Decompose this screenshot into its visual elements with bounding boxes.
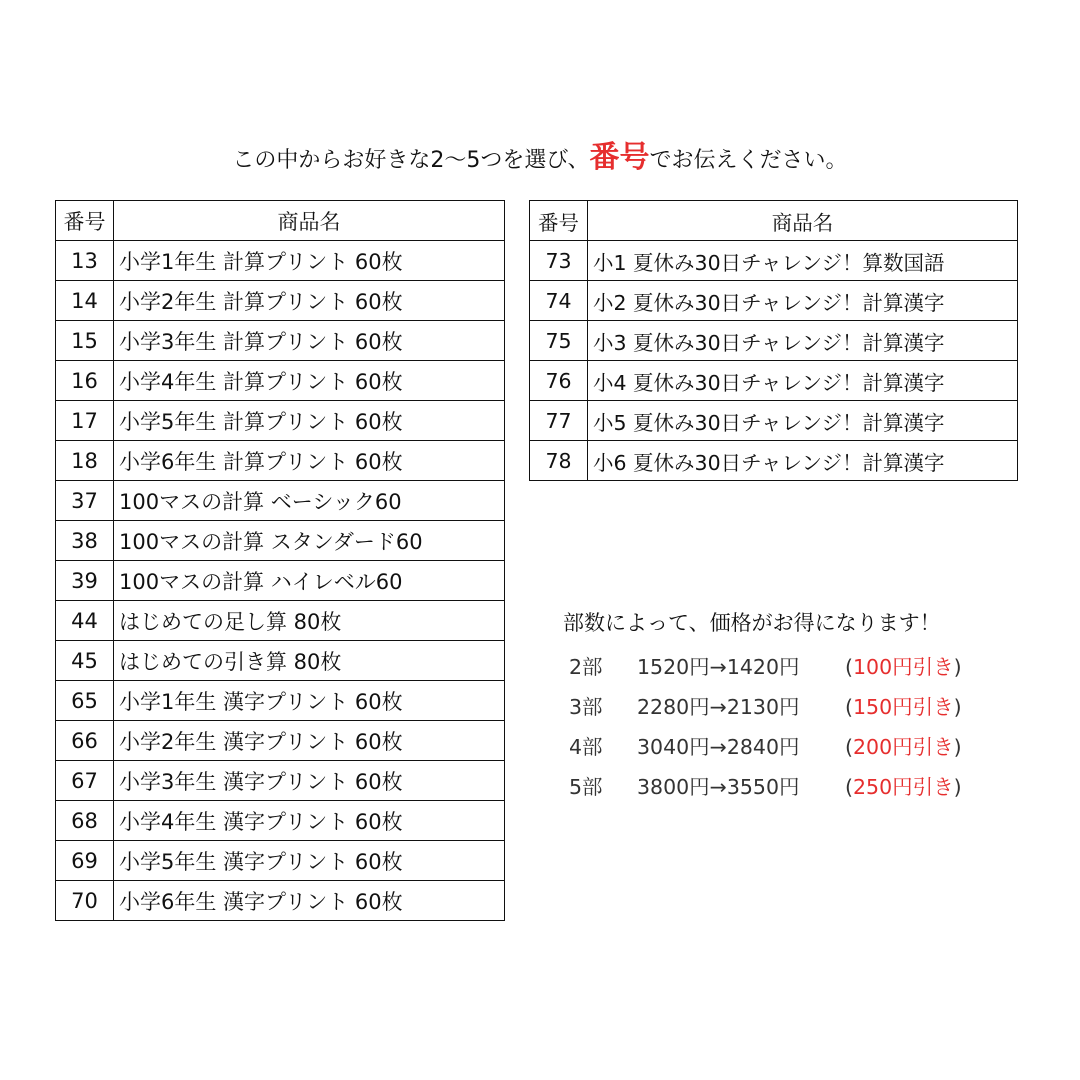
product-number: 44	[56, 601, 114, 641]
product-name: はじめての足し算 80枚	[114, 601, 505, 641]
table-row	[56, 841, 505, 881]
product-name: 小学3年生 計算プリント 60枚	[114, 321, 505, 361]
left-table-body	[56, 241, 505, 921]
column-header-name: 商品名	[114, 201, 505, 241]
product-name: 小学4年生 漢字プリント 60枚	[114, 801, 505, 841]
product-name: 小6 夏休み30日チャレンジ！計算漢字	[588, 441, 1018, 481]
product-number: 76	[530, 361, 588, 401]
table-header-row	[530, 201, 1018, 241]
product-number: 38	[56, 521, 114, 561]
product-number: 14	[56, 281, 114, 321]
price-row	[563, 765, 1043, 805]
table-row	[56, 361, 505, 401]
product-number: 73	[530, 241, 588, 281]
product-name: 小1 夏休み30日チャレンジ！算数国語	[588, 241, 1018, 281]
price-quantity: 2部	[569, 655, 603, 679]
discount-amount: 150円引き	[853, 695, 954, 719]
price-discount: (100円引き)	[845, 655, 962, 679]
product-name: 100マスの計算 ベーシック60	[114, 481, 505, 521]
table-row	[56, 521, 505, 561]
column-header-number: 番号	[530, 201, 588, 241]
price-list	[563, 645, 1043, 805]
product-name: はじめての引き算 80枚	[114, 641, 505, 681]
price-change: 1520円→1420円	[637, 655, 800, 679]
price-discount: (150円引き)	[845, 695, 962, 719]
product-number: 15	[56, 321, 114, 361]
table-row	[530, 441, 1018, 481]
discount-amount: 200円引き	[853, 735, 954, 759]
table-header-row	[56, 201, 505, 241]
price-change: 3800円→3550円	[637, 775, 800, 799]
table-row	[530, 321, 1018, 361]
product-number: 77	[530, 401, 588, 441]
product-name: 小4 夏休み30日チャレンジ！計算漢字	[588, 361, 1018, 401]
table-row	[56, 601, 505, 641]
product-name: 小学4年生 計算プリント 60枚	[114, 361, 505, 401]
product-number: 17	[56, 401, 114, 441]
product-number: 66	[56, 721, 114, 761]
product-number: 75	[530, 321, 588, 361]
table-row	[530, 361, 1018, 401]
price-discount: (200円引き)	[845, 735, 962, 759]
right-product-table	[529, 200, 1018, 481]
product-name: 小学2年生 計算プリント 60枚	[114, 281, 505, 321]
product-number: 37	[56, 481, 114, 521]
product-number: 65	[56, 681, 114, 721]
product-number: 13	[56, 241, 114, 281]
table-row	[56, 561, 505, 601]
product-number: 74	[530, 281, 588, 321]
product-name: 小学6年生 漢字プリント 60枚	[114, 881, 505, 921]
instruction-text-before: この中からお好きな2〜5つを選び、	[232, 148, 590, 173]
product-number: 68	[56, 801, 114, 841]
product-name: 小5 夏休み30日チャレンジ！計算漢字	[588, 401, 1018, 441]
table-row	[56, 641, 505, 681]
table-row	[56, 241, 505, 281]
right-table-body	[530, 241, 1018, 481]
column-header-name: 商品名	[588, 201, 1018, 241]
product-number: 45	[56, 641, 114, 681]
pricing-section	[563, 605, 1043, 805]
table-row	[56, 721, 505, 761]
price-change: 3040円→2840円	[637, 735, 800, 759]
table-row	[530, 241, 1018, 281]
pricing-note: 部数によって、価格がお得になります！	[563, 611, 941, 635]
price-row	[563, 725, 1043, 765]
product-name: 小学5年生 計算プリント 60枚	[114, 401, 505, 441]
table-row	[530, 281, 1018, 321]
table-row	[56, 761, 505, 801]
product-name: 小学5年生 漢字プリント 60枚	[114, 841, 505, 881]
table-row	[56, 881, 505, 921]
column-header-number: 番号	[56, 201, 114, 241]
product-name: 小2 夏休み30日チャレンジ！計算漢字	[588, 281, 1018, 321]
price-quantity: 3部	[569, 695, 603, 719]
table-row	[56, 801, 505, 841]
product-number: 18	[56, 441, 114, 481]
product-number: 78	[530, 441, 588, 481]
table-row	[56, 401, 505, 441]
left-product-table	[55, 200, 505, 921]
product-number: 67	[56, 761, 114, 801]
instruction-text-after: でお伝えください。	[649, 148, 848, 173]
product-number: 16	[56, 361, 114, 401]
table-row	[56, 441, 505, 481]
product-name: 小学1年生 漢字プリント 60枚	[114, 681, 505, 721]
table-row	[56, 481, 505, 521]
price-row	[563, 685, 1043, 725]
product-number: 70	[56, 881, 114, 921]
table-row	[56, 321, 505, 361]
product-name: 小3 夏休み30日チャレンジ！計算漢字	[588, 321, 1018, 361]
table-row	[56, 281, 505, 321]
instruction-headline	[0, 138, 1080, 181]
price-change: 2280円→2130円	[637, 695, 800, 719]
product-name: 100マスの計算 スタンダード60	[114, 521, 505, 561]
price-quantity: 5部	[569, 775, 603, 799]
product-number: 39	[56, 561, 114, 601]
table-row	[530, 401, 1018, 441]
product-name: 100マスの計算 ハイレベル60	[114, 561, 505, 601]
product-name: 小学3年生 漢字プリント 60枚	[114, 761, 505, 801]
price-discount: (250円引き)	[845, 775, 962, 799]
instruction-emphasis: 番号	[589, 140, 650, 175]
price-row	[563, 645, 1043, 685]
product-name: 小学6年生 計算プリント 60枚	[114, 441, 505, 481]
discount-amount: 250円引き	[853, 775, 954, 799]
price-quantity: 4部	[569, 735, 603, 759]
product-name: 小学1年生 計算プリント 60枚	[114, 241, 505, 281]
table-row	[56, 681, 505, 721]
product-number: 69	[56, 841, 114, 881]
product-name: 小学2年生 漢字プリント 60枚	[114, 721, 505, 761]
discount-amount: 100円引き	[853, 655, 954, 679]
